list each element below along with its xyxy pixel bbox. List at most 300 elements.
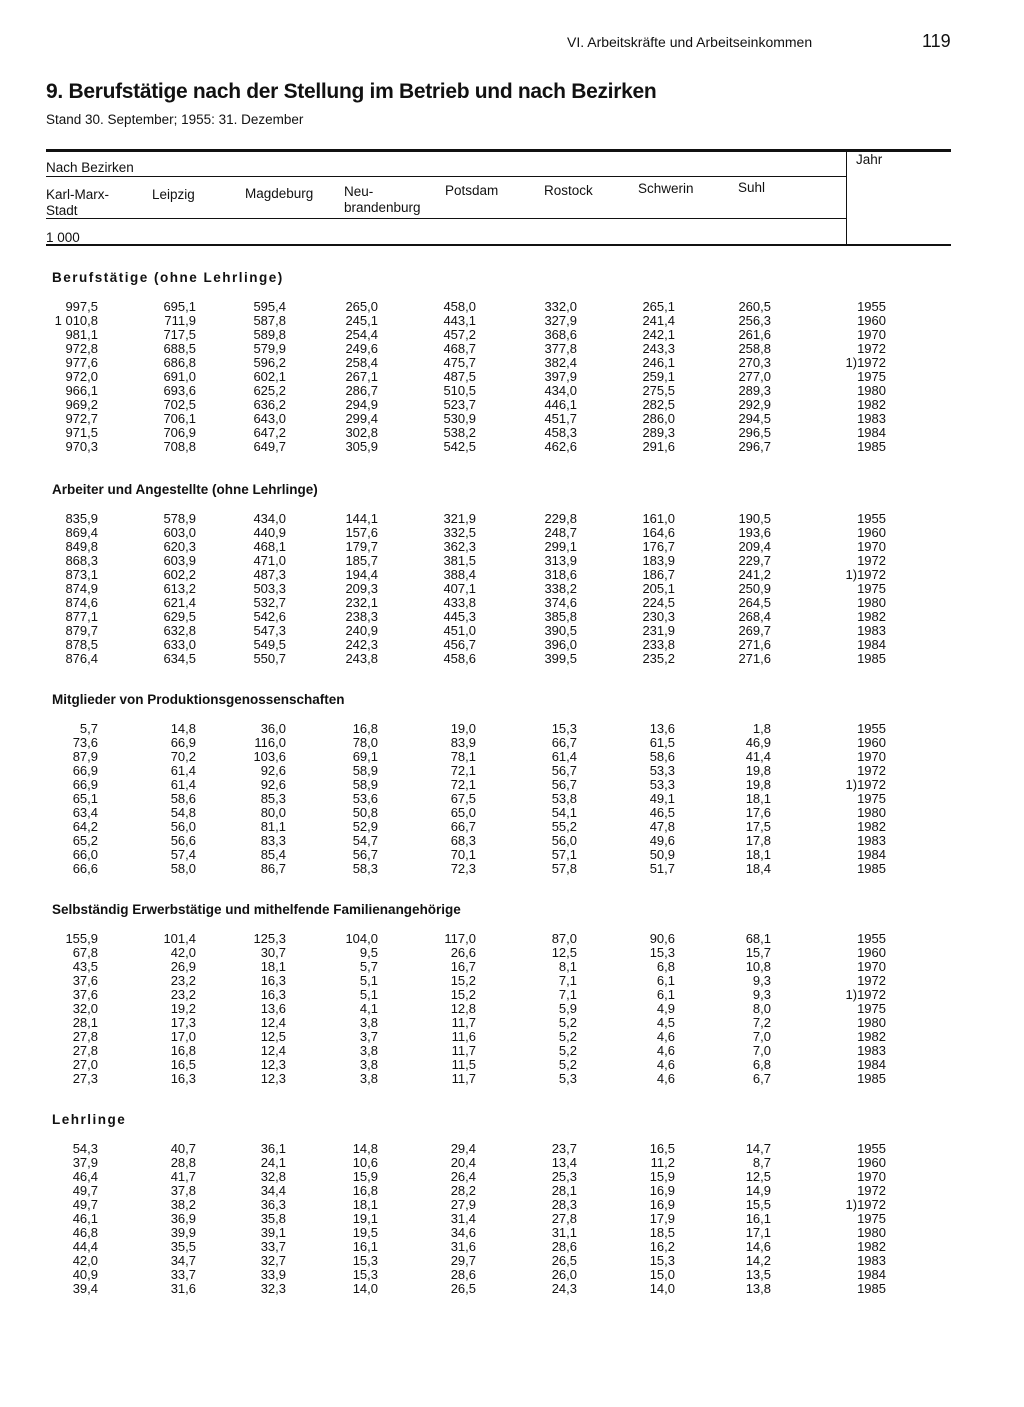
table-cell: 589,8 xyxy=(253,327,286,342)
table-cell: 36,0 xyxy=(260,721,286,736)
table-cell: 32,3 xyxy=(260,1281,286,1296)
table-cell: 46,5 xyxy=(649,805,675,820)
table-row xyxy=(46,792,956,806)
table-cell: 15,2 xyxy=(450,973,476,988)
table-cell: 72,1 xyxy=(450,763,476,778)
table-cell: 550,7 xyxy=(253,651,286,666)
table-cell: 503,3 xyxy=(253,581,286,596)
table-cell: 4,6 xyxy=(656,1057,675,1072)
year-cell: 1970 xyxy=(857,749,886,764)
column-header-neubrandenburg: Neu- brandenburg xyxy=(344,184,421,215)
table-cell: 267,1 xyxy=(345,369,378,384)
table-cell: 26,4 xyxy=(450,1169,476,1184)
table-row xyxy=(46,1016,956,1030)
table-cell: 258,4 xyxy=(345,355,378,370)
table-cell: 433,8 xyxy=(443,595,476,610)
year-cell: 1975 xyxy=(857,791,886,806)
table-cell: 68,3 xyxy=(450,833,476,848)
table-cell: 396,0 xyxy=(544,637,577,652)
table-cell: 14,8 xyxy=(352,1141,378,1156)
year-cell: 1983 xyxy=(857,623,886,638)
table-row xyxy=(46,370,956,384)
table-cell: 24,3 xyxy=(551,1281,577,1296)
table-cell: 321,9 xyxy=(443,511,476,526)
table-cell: 275,5 xyxy=(642,383,675,398)
table-cell: 46,1 xyxy=(72,1211,98,1226)
table-row xyxy=(46,426,956,440)
year-cell: 1970 xyxy=(857,539,886,554)
year-cell: 1984 xyxy=(857,1057,886,1072)
table-row xyxy=(46,440,956,454)
table-row xyxy=(46,806,956,820)
table-cell: 155,9 xyxy=(65,931,98,946)
table-cell: 242,3 xyxy=(345,637,378,652)
table-row xyxy=(46,624,956,638)
year-cell: 1970 xyxy=(857,959,886,974)
table-row xyxy=(46,736,956,750)
table-cell: 5,9 xyxy=(558,1001,577,1016)
table-cell: 241,4 xyxy=(642,313,675,328)
table-cell: 542,5 xyxy=(443,439,476,454)
table-cell: 271,6 xyxy=(738,651,771,666)
table-cell: 54,1 xyxy=(551,805,577,820)
year-cell: 1985 xyxy=(857,861,886,876)
table-cell: 19,1 xyxy=(352,1211,378,1226)
table-row xyxy=(46,1058,956,1072)
table-cell: 18,1 xyxy=(260,959,286,974)
table-cell: 877,1 xyxy=(65,609,98,624)
table-cell: 445,3 xyxy=(443,609,476,624)
table-cell: 688,5 xyxy=(163,341,196,356)
column-header-potsdam: Potsdam xyxy=(445,183,499,198)
table-cell: 289,3 xyxy=(738,383,771,398)
table-cell: 17,6 xyxy=(745,805,771,820)
table-cell: 6,1 xyxy=(656,973,675,988)
table-row xyxy=(46,596,956,610)
table-cell: 451,0 xyxy=(443,623,476,638)
section-title: Selbständig Erwerbstätige und mithelfende Familienangehörige xyxy=(52,902,461,917)
table-row xyxy=(46,526,956,540)
table-cell: 16,8 xyxy=(170,1043,196,1058)
table-cell: 5,1 xyxy=(359,987,378,1002)
table-cell: 190,5 xyxy=(738,511,771,526)
table-cell: 66,0 xyxy=(72,847,98,862)
table-cell: 10,8 xyxy=(745,959,771,974)
table-cell: 532,7 xyxy=(253,595,286,610)
table-cell: 603,0 xyxy=(163,525,196,540)
table-cell: 58,3 xyxy=(352,861,378,876)
table-cell: 286,0 xyxy=(642,411,675,426)
table-cell: 41,4 xyxy=(745,749,771,764)
table-cell: 36,1 xyxy=(260,1141,286,1156)
table-cell: 58,9 xyxy=(352,777,378,792)
table-cell: 16,3 xyxy=(170,1071,196,1086)
table-row xyxy=(46,512,956,526)
year-cell: 1982 xyxy=(857,819,886,834)
table-cell: 49,7 xyxy=(72,1183,98,1198)
table-cell: 10,6 xyxy=(352,1155,378,1170)
table-cell: 26,5 xyxy=(551,1253,577,1268)
table-cell: 233,8 xyxy=(642,637,675,652)
table-cell: 530,9 xyxy=(443,411,476,426)
table-cell: 14,7 xyxy=(745,1141,771,1156)
table-cell: 440,9 xyxy=(253,525,286,540)
year-cell: 1)1972 xyxy=(845,567,886,582)
column-header-leipzig: Leipzig xyxy=(152,187,195,202)
table-cell: 17,8 xyxy=(745,833,771,848)
table-cell: 46,8 xyxy=(72,1225,98,1240)
table-cell: 56,0 xyxy=(170,819,196,834)
table-cell: 17,1 xyxy=(745,1225,771,1240)
table-cell: 238,3 xyxy=(345,609,378,624)
table-cell: 61,4 xyxy=(170,763,196,778)
table-cell: 56,0 xyxy=(551,833,577,848)
year-cell: 1955 xyxy=(857,1141,886,1156)
table-cell: 67,8 xyxy=(72,945,98,960)
table-cell: 259,1 xyxy=(642,369,675,384)
table-cell: 28,8 xyxy=(170,1155,196,1170)
table-cell: 9,3 xyxy=(752,973,771,988)
table-row xyxy=(46,1212,956,1226)
table-cell: 28,1 xyxy=(551,1183,577,1198)
table-cell: 7,1 xyxy=(558,987,577,1002)
table-cell: 15,9 xyxy=(352,1169,378,1184)
year-cell: 1980 xyxy=(857,1225,886,1240)
year-cell: 1982 xyxy=(857,1029,886,1044)
table-cell: 43,5 xyxy=(72,959,98,974)
table-cell: 4,9 xyxy=(656,1001,675,1016)
table-cell: 19,5 xyxy=(352,1225,378,1240)
table-cell: 241,2 xyxy=(738,567,771,582)
table-cell: 26,6 xyxy=(450,945,476,960)
table-cell: 164,6 xyxy=(642,525,675,540)
table-cell: 186,7 xyxy=(642,567,675,582)
table-cell: 15,3 xyxy=(352,1253,378,1268)
table-row xyxy=(46,848,956,862)
year-cell: 1984 xyxy=(857,637,886,652)
table-row xyxy=(46,1254,956,1268)
table-cell: 194,4 xyxy=(345,567,378,582)
year-cell: 1960 xyxy=(857,1155,886,1170)
table-row xyxy=(46,1198,956,1212)
table-cell: 28,3 xyxy=(551,1197,577,1212)
table-cell: 245,1 xyxy=(345,313,378,328)
table-cell: 390,5 xyxy=(544,623,577,638)
table-cell: 87,9 xyxy=(72,749,98,764)
table-row xyxy=(46,1282,956,1296)
table-cell: 12,3 xyxy=(260,1071,286,1086)
table-cell: 368,6 xyxy=(544,327,577,342)
table-row xyxy=(46,1044,956,1058)
table-cell: 33,7 xyxy=(260,1239,286,1254)
table-cell: 296,5 xyxy=(738,425,771,440)
table-cell: 16,7 xyxy=(450,959,476,974)
year-cell: 1960 xyxy=(857,945,886,960)
table-cell: 53,3 xyxy=(649,777,675,792)
table-cell: 51,7 xyxy=(649,861,675,876)
table-cell: 12,5 xyxy=(260,1029,286,1044)
header-bottom-rule xyxy=(46,244,951,246)
table-cell: 487,3 xyxy=(253,567,286,582)
table-cell: 5,1 xyxy=(359,973,378,988)
table-cell: 475,7 xyxy=(443,355,476,370)
table-cell: 32,0 xyxy=(72,1001,98,1016)
table-cell: 72,3 xyxy=(450,861,476,876)
table-cell: 5,3 xyxy=(558,1071,577,1086)
table-row xyxy=(46,778,956,792)
table-cell: 277,0 xyxy=(738,369,771,384)
table-cell: 977,6 xyxy=(65,355,98,370)
table-cell: 621,4 xyxy=(163,595,196,610)
table-cell: 18,1 xyxy=(745,847,771,862)
table-row xyxy=(46,722,956,736)
table-cell: 83,3 xyxy=(260,833,286,848)
year-cell: 1970 xyxy=(857,1169,886,1184)
table-cell: 17,9 xyxy=(649,1211,675,1226)
table-cell: 305,9 xyxy=(345,439,378,454)
table-cell: 385,8 xyxy=(544,609,577,624)
table-cell: 613,2 xyxy=(163,581,196,596)
table-cell: 31,1 xyxy=(551,1225,577,1240)
table-row xyxy=(46,652,956,666)
table-cell: 13,4 xyxy=(551,1155,577,1170)
table-cell: 29,4 xyxy=(450,1141,476,1156)
table-cell: 39,4 xyxy=(72,1281,98,1296)
table-cell: 292,9 xyxy=(738,397,771,412)
table-cell: 58,6 xyxy=(649,749,675,764)
table-row xyxy=(46,568,956,582)
table-title: 9. Berufstätige nach der Stellung im Betrieb und nach Bezirken xyxy=(46,80,657,103)
year-cell: 1955 xyxy=(857,721,886,736)
table-row xyxy=(46,638,956,652)
table-cell: 487,5 xyxy=(443,369,476,384)
year-cell: 1980 xyxy=(857,1015,886,1030)
table-cell: 11,7 xyxy=(451,1071,476,1086)
table-cell: 46,9 xyxy=(745,735,771,750)
table-row xyxy=(46,384,956,398)
table-cell: 61,4 xyxy=(170,777,196,792)
table-cell: 972,0 xyxy=(65,369,98,384)
table-cell: 636,2 xyxy=(253,397,286,412)
table-cell: 49,7 xyxy=(72,1197,98,1212)
table-cell: 31,6 xyxy=(450,1239,476,1254)
table-cell: 879,7 xyxy=(65,623,98,638)
column-header-schwerin: Schwerin xyxy=(638,181,694,196)
year-cell: 1955 xyxy=(857,511,886,526)
table-cell: 7,1 xyxy=(558,973,577,988)
table-cell: 29,7 xyxy=(450,1253,476,1268)
table-cell: 458,6 xyxy=(443,651,476,666)
group-header: Nach Bezirken xyxy=(46,160,134,175)
table-cell: 256,3 xyxy=(738,313,771,328)
table-cell: 232,1 xyxy=(345,595,378,610)
section-title: Arbeiter und Angestellte (ohne Lehrlinge) xyxy=(52,482,318,497)
table-cell: 56,7 xyxy=(551,777,577,792)
table-cell: 13,6 xyxy=(260,1001,286,1016)
table-cell: 13,8 xyxy=(745,1281,771,1296)
table-cell: 58,0 xyxy=(170,861,196,876)
table-cell: 258,8 xyxy=(738,341,771,356)
table-row xyxy=(46,1030,956,1044)
table-cell: 14,6 xyxy=(745,1239,771,1254)
table-cell: 193,6 xyxy=(738,525,771,540)
year-cell: 1980 xyxy=(857,595,886,610)
table-cell: 878,5 xyxy=(65,637,98,652)
table-cell: 27,8 xyxy=(551,1211,577,1226)
table-cell: 117,0 xyxy=(444,931,476,946)
year-cell: 1960 xyxy=(857,313,886,328)
table-cell: 144,1 xyxy=(345,511,378,526)
table-cell: 78,0 xyxy=(352,735,378,750)
table-cell: 85,3 xyxy=(260,791,286,806)
table-cell: 26,0 xyxy=(551,1267,577,1282)
table-cell: 231,9 xyxy=(642,623,675,638)
table-cell: 327,9 xyxy=(544,313,577,328)
table-cell: 56,6 xyxy=(170,833,196,848)
table-cell: 17,3 xyxy=(170,1015,196,1030)
section-rows xyxy=(46,1142,956,1296)
table-cell: 87,0 xyxy=(551,931,577,946)
year-cell: 1985 xyxy=(857,1071,886,1086)
table-cell: 254,4 xyxy=(345,327,378,342)
table-cell: 12,3 xyxy=(260,1057,286,1072)
table-cell: 26,9 xyxy=(170,959,196,974)
table-cell: 28,6 xyxy=(551,1239,577,1254)
table-row xyxy=(46,300,956,314)
table-cell: 602,1 xyxy=(253,369,286,384)
column-header-suhl: Suhl xyxy=(738,180,766,195)
table-cell: 289,3 xyxy=(642,425,675,440)
table-row xyxy=(46,1072,956,1086)
table-cell: 12,5 xyxy=(551,945,577,960)
table-row xyxy=(46,862,956,876)
table-cell: 46,4 xyxy=(72,1169,98,1184)
year-cell: 1972 xyxy=(857,553,886,568)
table-cell: 92,6 xyxy=(260,777,286,792)
table-cell: 997,5 xyxy=(65,299,98,314)
table-cell: 18,1 xyxy=(352,1197,378,1212)
table-cell: 44,4 xyxy=(72,1239,98,1254)
table-row xyxy=(46,356,956,370)
table-cell: 15,3 xyxy=(649,1253,675,1268)
table-cell: 70,2 xyxy=(170,749,196,764)
table-cell: 603,9 xyxy=(163,553,196,568)
table-cell: 54,3 xyxy=(72,1141,98,1156)
table-cell: 332,5 xyxy=(443,525,476,540)
table-cell: 971,5 xyxy=(65,425,98,440)
table-cell: 63,4 xyxy=(72,805,98,820)
table-cell: 19,2 xyxy=(170,1001,196,1016)
table-cell: 69,1 xyxy=(352,749,378,764)
table-cell: 42,0 xyxy=(170,945,196,960)
year-cell: 1982 xyxy=(857,609,886,624)
table-cell: 16,5 xyxy=(649,1141,675,1156)
year-cell: 1)1972 xyxy=(845,777,886,792)
table-cell: 86,7 xyxy=(260,861,286,876)
table-cell: 876,4 xyxy=(65,651,98,666)
table-cell: 15,5 xyxy=(745,1197,771,1212)
table-cell: 24,1 xyxy=(260,1155,286,1170)
table-cell: 70,1 xyxy=(450,847,476,862)
table-cell: 981,1 xyxy=(65,327,98,342)
table-cell: 179,7 xyxy=(345,539,378,554)
table-cell: 1,8 xyxy=(752,721,771,736)
table-cell: 58,9 xyxy=(352,763,378,778)
year-cell: 1983 xyxy=(857,1253,886,1268)
table-cell: 28,6 xyxy=(450,1267,476,1282)
table-cell: 382,4 xyxy=(544,355,577,370)
table-cell: 15,3 xyxy=(352,1267,378,1282)
table-cell: 64,2 xyxy=(72,819,98,834)
table-cell: 261,6 xyxy=(738,327,771,342)
table-cell: 61,5 xyxy=(649,735,675,750)
table-cell: 12,4 xyxy=(260,1043,286,1058)
unit-label: 1 000 xyxy=(46,230,80,245)
table-cell: 633,0 xyxy=(163,637,196,652)
table-cell: 15,7 xyxy=(745,945,771,960)
table-cell: 65,0 xyxy=(450,805,476,820)
year-cell: 1982 xyxy=(857,397,886,412)
table-cell: 17,0 xyxy=(170,1029,196,1044)
table-cell: 27,3 xyxy=(72,1071,98,1086)
table-row xyxy=(46,540,956,554)
table-cell: 242,1 xyxy=(642,327,675,342)
table-cell: 61,4 xyxy=(551,749,577,764)
table-cell: 966,1 xyxy=(65,383,98,398)
table-cell: 54,8 xyxy=(170,805,196,820)
table-row xyxy=(46,554,956,568)
table-cell: 3,8 xyxy=(359,1071,378,1086)
table-cell: 66,9 xyxy=(72,763,98,778)
table-cell: 547,3 xyxy=(253,623,286,638)
table-cell: 16,3 xyxy=(260,973,286,988)
table-cell: 23,2 xyxy=(170,987,196,1002)
year-cell: 1985 xyxy=(857,439,886,454)
year-cell: 1972 xyxy=(857,763,886,778)
table-cell: 313,9 xyxy=(544,553,577,568)
section-rows xyxy=(46,300,956,454)
table-cell: 446,1 xyxy=(544,397,577,412)
table-cell: 90,6 xyxy=(649,931,675,946)
table-cell: 33,7 xyxy=(170,1267,196,1282)
table-cell: 549,5 xyxy=(253,637,286,652)
table-row xyxy=(46,328,956,342)
table-cell: 265,0 xyxy=(345,299,378,314)
table-cell: 5,7 xyxy=(79,721,98,736)
year-cell: 1955 xyxy=(857,299,886,314)
table-cell: 19,0 xyxy=(450,721,476,736)
table-cell: 11,2 xyxy=(650,1155,675,1170)
table-cell: 35,5 xyxy=(170,1239,196,1254)
table-cell: 265,1 xyxy=(642,299,675,314)
table-cell: 4,6 xyxy=(656,1029,675,1044)
year-cell: 1975 xyxy=(857,1001,886,1016)
table-cell: 240,9 xyxy=(345,623,378,638)
table-cell: 104,0 xyxy=(345,931,378,946)
table-cell: 65,1 xyxy=(72,791,98,806)
table-cell: 37,6 xyxy=(72,987,98,1002)
table-cell: 693,6 xyxy=(163,383,196,398)
table-cell: 7,2 xyxy=(752,1015,771,1030)
table-cell: 229,8 xyxy=(544,511,577,526)
year-cell: 1)1972 xyxy=(845,355,886,370)
table-cell: 66,7 xyxy=(551,735,577,750)
table-cell: 407,1 xyxy=(443,581,476,596)
table-cell: 28,2 xyxy=(450,1183,476,1198)
table-cell: 25,3 xyxy=(551,1169,577,1184)
table-cell: 706,9 xyxy=(163,425,196,440)
table-cell: 8,0 xyxy=(752,1001,771,1016)
